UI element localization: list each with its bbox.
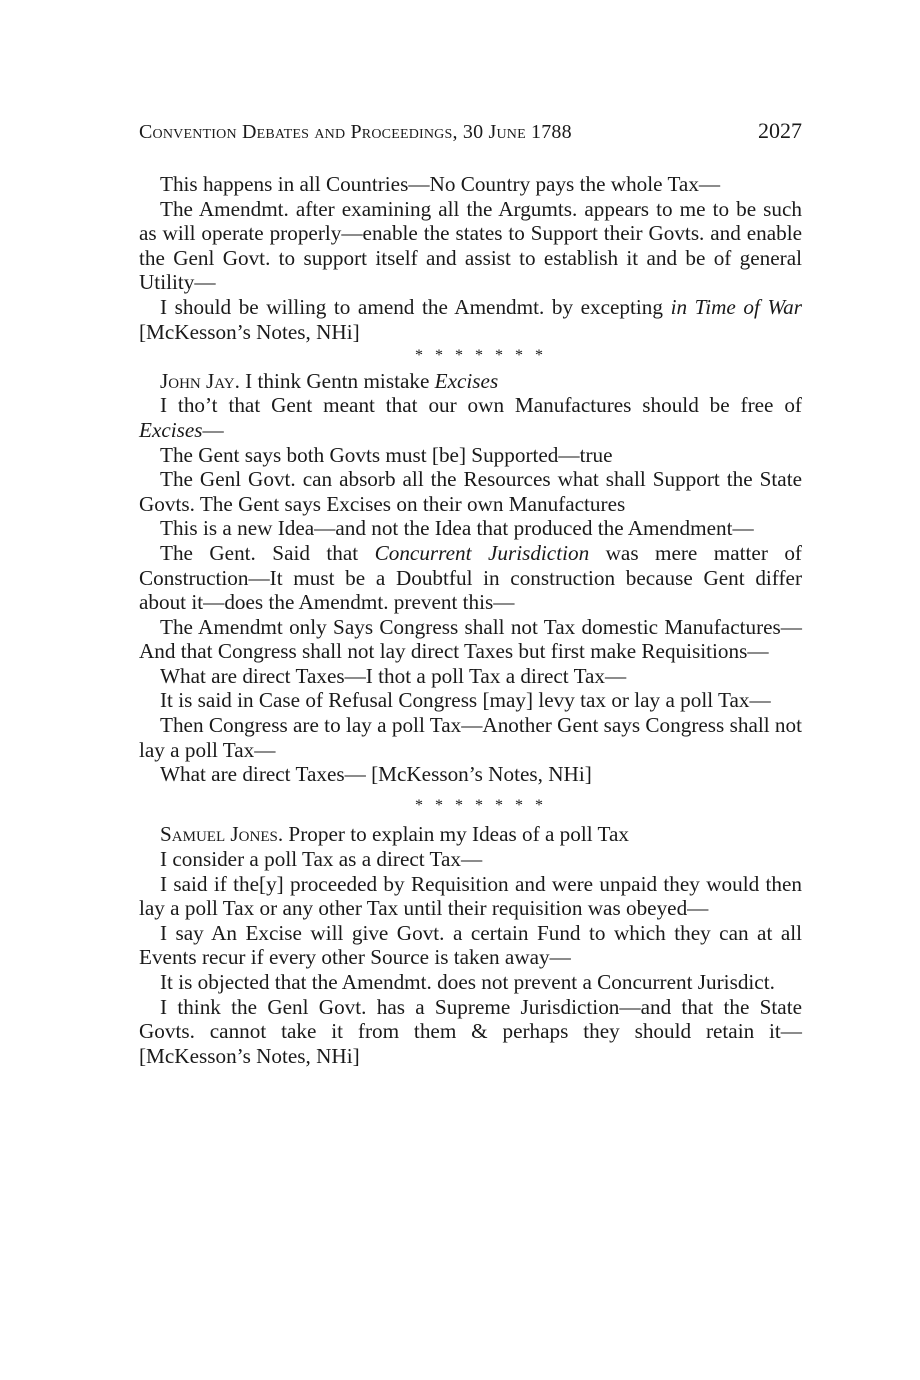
paragraph: What are direct Taxes— [McKesson’s Notes, NHi] (160, 762, 592, 787)
text-run: was mere matter of Construction—It must be a Doubtful in construction because Gent differ about it—does the Amendmt. prevent this— (139, 540, 802, 615)
paragraph (139, 541, 802, 615)
paragraph (139, 822, 802, 847)
paragraph: I say An Excise will give Govt. a certain Fund to which they can at all Events recur if every other Source is taken away— (139, 920, 802, 970)
text-run: The Gent. Said that (160, 540, 375, 565)
running-head (139, 118, 802, 152)
paragraph: The Amendmt. after examining all the Argumts. appears to me to be such as will operate properly—enable the states to Support their Govts. and enable the Genl Govt. to support itself and assist to establish it and be of general Utility— (139, 196, 802, 295)
section-separator: * * * * * * * (415, 347, 547, 365)
paragraph: The Amendmt only Says Congress shall not Tax domestic Manufactures—And that Congress shall not lay direct Taxes but first make Requisitions— (139, 614, 802, 664)
speaker-name: Samuel Jones (160, 822, 278, 847)
paragraph: I think the Genl Govt. has a Supreme Jurisdiction—and that the State Govts. cannot take it from them & perhaps they should retain it— [McKesson’s Notes, NHi] (139, 994, 802, 1068)
italic-text: in Time of War (670, 294, 802, 319)
body-text (139, 172, 802, 1068)
paragraph (139, 369, 802, 394)
paragraph: I said if the[y] proceeded by Requisition and were unpaid they would then lay a poll Tax or any other Tax until their requisition was obeyed— (139, 871, 802, 921)
paragraph: It is said in Case of Refusal Congress [may] levy tax or lay a poll Tax— (160, 688, 771, 713)
paragraph: Then Congress are to lay a poll Tax—Another Gent says Congress shall not lay a poll Tax— (139, 713, 802, 762)
paragraph: This happens in all Countries—No Country pays the whole Tax— (160, 172, 721, 196)
text-run: . I think Gentn mistake (234, 368, 435, 393)
text-run: — (202, 417, 224, 442)
speaker-name: John Jay (160, 368, 235, 393)
running-head-title: Convention Debates and Proceedings, 30 June 1788 (139, 121, 572, 143)
paragraph: The Gent says both Govts must [be] Supported—true (160, 442, 613, 467)
paragraph: I consider a poll Tax as a direct Tax— (160, 847, 483, 872)
citation: [McKesson’s Notes, NHi] (139, 319, 360, 344)
paragraph: It is objected that the Amendmt. does not prevent a Concurrent Jurisdict. (160, 970, 775, 994)
paragraph: The Genl Govt. can absorb all the Resources what shall Support the State Govts. The Gent says Excises on their own Manufactures (139, 467, 802, 516)
text-run: I tho’t that Gent meant that our own Manufactures should be free of (160, 393, 802, 418)
paragraph: What are direct Taxes—I thot a poll Tax a direct Tax— (160, 663, 627, 688)
italic-text: Concurrent Jurisdiction (374, 540, 590, 565)
italic-text: Excises (434, 368, 499, 393)
page-number: 2027 (758, 118, 802, 143)
document-page (139, 118, 802, 1068)
text-run: . Proper to explain my Ideas of a poll Tax (277, 822, 629, 847)
paragraph (139, 295, 802, 344)
paragraph: This is a new Idea—and not the Idea that produced the Amendment— (160, 516, 754, 541)
italic-text: Excises (139, 417, 203, 442)
text-run: I should be willing to amend the Amendmt. by excepting (160, 294, 671, 319)
section-separator: * * * * * * * (415, 796, 547, 814)
paragraph (139, 393, 802, 442)
